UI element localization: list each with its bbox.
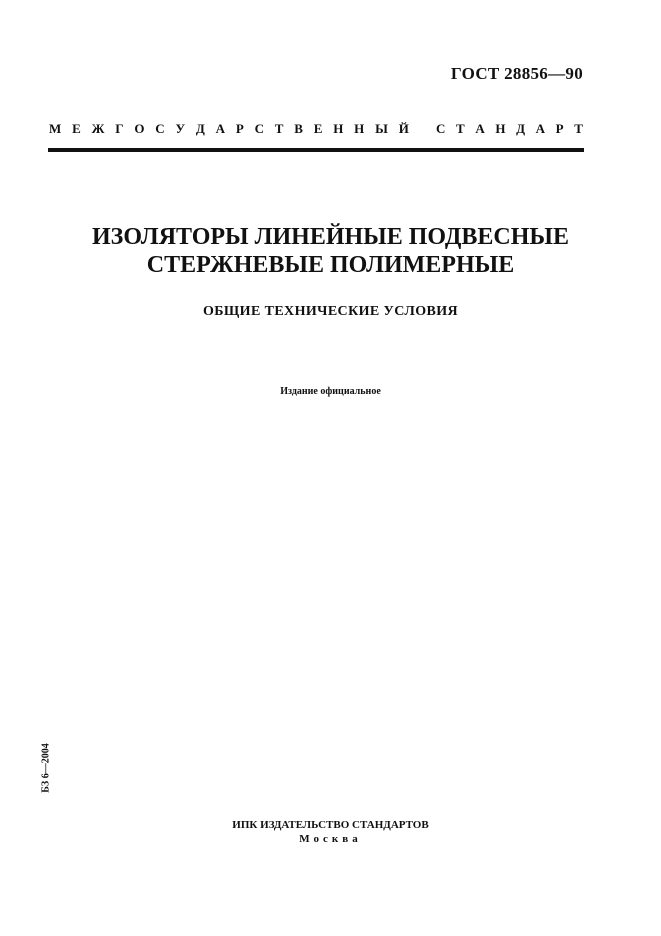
banner-letter: С — [155, 121, 165, 136]
banner-letter: Р — [555, 121, 564, 136]
edition-note: Издание официальное — [280, 386, 381, 397]
banner-letter: Н — [495, 121, 506, 136]
banner-letter: У — [175, 121, 186, 136]
banner-letter: Ы — [375, 121, 388, 136]
document-title — [0, 223, 661, 279]
banner-word-standard — [436, 121, 583, 137]
banner-letter: С — [254, 121, 264, 136]
publisher-city: Москва — [299, 833, 362, 845]
banner-letter: Т — [456, 121, 465, 136]
banner-letter: С — [436, 121, 446, 136]
title-line-2: СТЕРЖНЕВЫЕ ПОЛИМЕРНЫЕ — [146, 252, 515, 278]
banner-letter: Р — [235, 121, 244, 136]
header-rule — [48, 148, 584, 152]
interstate-standard-banner — [49, 121, 583, 137]
banner-letter: Ж — [91, 121, 105, 136]
banner-letter: Н — [333, 121, 344, 136]
banner-letter: О — [134, 121, 145, 136]
banner-letter: Т — [274, 121, 284, 136]
banner-letter: Е — [72, 121, 81, 136]
document-number: ГОСТ 28856—90 — [450, 64, 583, 83]
banner-letter: А — [475, 121, 485, 136]
banner-letter: Д — [195, 121, 205, 136]
banner-letter: Е — [313, 121, 323, 136]
document-subtitle: ОБЩИЕ ТЕХНИЧЕСКИЕ УСЛОВИЯ — [202, 304, 459, 319]
banner-letter: В — [294, 121, 303, 136]
banner-letter: Н — [354, 121, 365, 136]
banner-letter: А — [215, 121, 225, 136]
publisher-name: ИПК ИЗДАТЕЛЬСТВО СТАНДАРТОВ — [232, 819, 429, 831]
side-code: БЗ 6—2004 — [40, 743, 52, 793]
title-line-1: ИЗОЛЯТОРЫ ЛИНЕЙНЫЕ ПОДВЕСНЫЕ — [92, 224, 569, 250]
banner-letter: Й — [398, 121, 409, 136]
banner-letter: Д — [516, 121, 526, 136]
banner-letter: М — [49, 121, 62, 136]
banner-letter: Г — [115, 121, 124, 136]
banner-letter: Т — [574, 121, 583, 136]
banner-letter: А — [535, 121, 546, 136]
banner-word-interstate — [49, 121, 409, 137]
